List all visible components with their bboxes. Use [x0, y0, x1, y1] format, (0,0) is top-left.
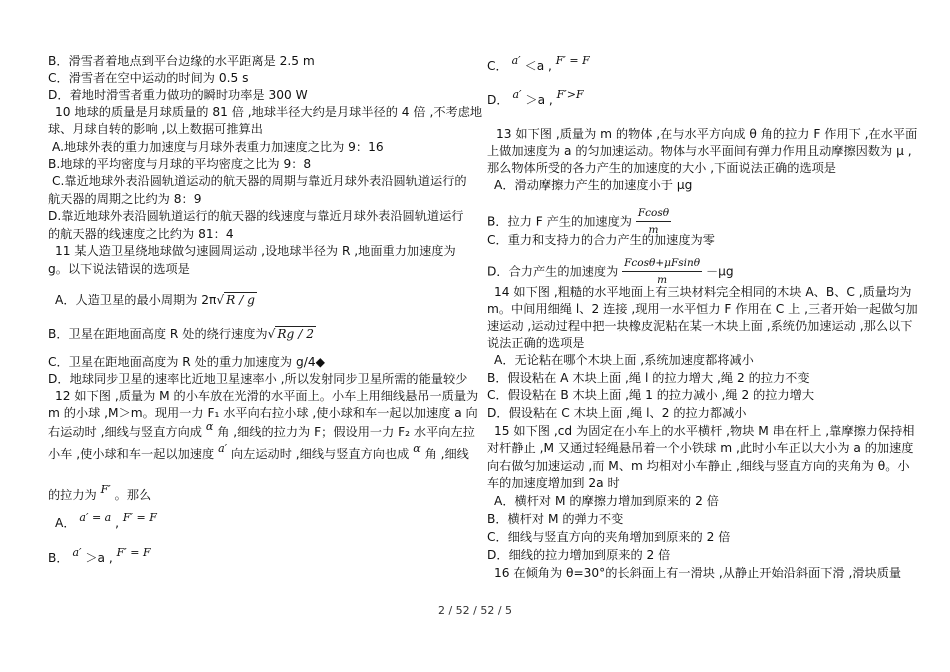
question-15-stem-cont: 对杆静止 ,M 又通过轻绳悬吊着一个小铁球 m ,此时小车正以大小为 a 的加速度	[487, 441, 914, 455]
q12-option-b	[48, 546, 151, 567]
denominator: m	[657, 274, 668, 286]
q15-option-b: B．横杆对 M 的弹力不变	[487, 512, 624, 526]
q14-option-d: D．假设粘在 C 木块上面 ,绳 l、2 的拉力都减小	[487, 406, 747, 420]
q12-option-d	[487, 88, 584, 109]
formula: F′ = F	[116, 546, 151, 559]
q13-option-c: C．重力和支持力的合力产生的加速度为零	[487, 233, 715, 247]
question-12-stem-line4	[48, 442, 469, 463]
q11-option-d: D．地球同步卫星的速率比近地卫星速率小 ,所以发射同步卫星所需的能量较少	[48, 372, 468, 386]
q10-option-d: D.靠近地球外表沿圆轨道运行的航天器的线速度与靠近月球外表沿圆轨道运行	[48, 209, 464, 223]
question-14-stem-cont: m。中间用细绳 l、2 连接 ,现用一水平恒力 F 作用在 C 上 ,三者开始一起做匀加	[487, 302, 918, 316]
q11-option-a-text: A．人造卫星的最小周期为 2π	[55, 293, 217, 307]
question-16-stem: 16 在倾角为 θ=30°的长斜面上有一滑块 ,从静止开始沿斜面下滑 ,滑块质量	[494, 566, 902, 580]
sqrt-rg-over-2: √ Rg / 2	[267, 327, 314, 341]
page-number-footer: 2 / 52 / 52 / 5	[437, 604, 513, 617]
numerator: Fcosθ	[636, 205, 671, 222]
question-15-stem: 15 如下图 ,cd 为固定在小车上的水平横杆 ,物块 M 串在杆上 ,靠摩擦力保持相	[494, 424, 915, 438]
question-13-stem-line3: 那么物体所受的各力产生的加速度的大小 ,下面说法正确的选项是	[487, 161, 836, 175]
separator: ,	[115, 516, 119, 530]
denominator: m	[648, 224, 659, 236]
option-label: B．	[48, 551, 69, 565]
sqrt-r-over-g-radicand: R / g	[226, 293, 255, 307]
option-label: D．	[487, 93, 509, 107]
question-14-stem: 14 如下图 ,粗糙的水平地面上有三块材料完全相同的木块 A、B、C ,质量均为	[494, 285, 912, 299]
option-c-line: C．滑雪者在空中运动的时间为 0.5 s	[48, 71, 249, 85]
option-text: ＞a ,	[85, 551, 113, 565]
q12-option-a	[55, 511, 157, 532]
alpha-symbol: α	[205, 420, 214, 433]
q11-option-b	[48, 326, 316, 342]
question-10-stem: 10 地球的质量是月球质量的 81 倍 ,地球半径大约是月球半径的 4 倍 ,不考虑地	[55, 105, 483, 119]
q15-option-c: C．细线与竖直方向的夹角增加到原来的 2 倍	[487, 530, 731, 544]
q10-option-c: C.靠近地球外表沿圆轨道运动的航天器的周期与靠近月球外表沿圆轨道运行的	[52, 174, 467, 188]
question-13-stem-cont: 上做加速度为 a 的匀加速运动。物体与水平面间有弹力作用且动摩擦因数为 μ ,	[487, 144, 912, 158]
formula: F′ = F	[122, 511, 157, 524]
q10-option-c-cont: 航天器的周期之比约为 8：9	[48, 192, 202, 206]
q12-text-b: 角 ,细线的拉力为 F；假设用一力 F₂ 水平向左拉	[217, 425, 475, 439]
option-text-tail: －μg	[705, 264, 734, 279]
formula: a′ = a	[79, 511, 112, 524]
question-15-stem-line3: 向右做匀加速运动 ,而 M、m 均相对小车静止 ,细线与竖直方向的夹角为 θ。小	[487, 459, 910, 473]
q14-option-c: C．假设粘在 B 木块上面 ,绳 1 的拉力减小 ,绳 2 的拉力增大	[487, 388, 815, 402]
q10-option-a: A.地球外表的重力加速度与月球外表重力加速度之比为 9：16	[52, 140, 384, 154]
q15-option-d: D．细线的拉力增加到原来的 2 倍	[487, 548, 671, 562]
formula: a′	[72, 546, 82, 559]
q12-text-e: 角 ,细线	[424, 447, 469, 461]
option-text: ＞a ,	[525, 93, 553, 107]
formula: a′	[512, 88, 522, 101]
option-label: C．	[487, 59, 508, 73]
question-11-stem: 11 某人造卫星绕地球做匀速圆周运动 ,设地球半径为 R ,地面重力加速度为	[55, 244, 456, 258]
question-12-stem-line3	[48, 420, 475, 441]
option-text: D．合力产生的加速度为	[487, 264, 619, 279]
question-14-stem-line3: 速运动 ,运动过程中把一块橡皮泥粘在某一木块上面 ,系统仍加速运动 ,那么以下	[487, 319, 913, 333]
q15-option-a: A．横杆对 M 的摩擦力增加到原来的 2 倍	[494, 494, 719, 508]
option-b-line: B．滑雪者着地点到平台边缘的水平距离是 2.5 m	[48, 54, 315, 68]
question-13-stem: 13 如下图 ,质量为 m 的物体 ,在与水平方向成 θ 角的拉力 F 作用下 ,在水平面	[496, 127, 918, 141]
option-text: B．拉力 F 产生的加速度为	[487, 214, 632, 229]
q12-text-a: 右运动时 ,细线与竖直方向成	[48, 425, 202, 439]
question-14-stem-line4: 说法正确的选项是	[487, 336, 585, 350]
question-15-stem-line4: 车的加速度增加到 2a 时	[487, 476, 620, 490]
q12-option-c	[487, 54, 590, 75]
q12-text-d: 向左运动时 ,细线与竖直方向也成	[231, 447, 410, 461]
q12-text-g: 。那么	[114, 488, 152, 502]
q11-option-a	[55, 292, 257, 308]
formula: a′	[511, 54, 521, 67]
q12-text-f: 的拉力为	[48, 488, 97, 502]
q12-text-c: 小车 ,使小球和车一起以加速度	[48, 447, 215, 461]
option-label: A．	[55, 516, 76, 530]
question-12-stem: 12 如下图 ,质量为 M 的小车放在光滑的水平面上。小车上用细线悬吊一质量为	[55, 389, 479, 403]
formula: F′>F	[556, 88, 584, 101]
f-prime-symbol: F′	[100, 483, 111, 496]
option-text: ＜a ,	[524, 59, 552, 73]
q14-option-b: B．假设粘在 A 木块上面 ,绳 l 的拉力增大 ,绳 2 的拉力不变	[487, 371, 810, 385]
sqrt-rg-over-2-radicand: Rg / 2	[277, 327, 314, 341]
q11-option-c: C．卫星在距地面高度为 R 处的重力加速度为 g/4◆	[48, 355, 325, 369]
option-d-line: D．着地时滑雪者重力做功的瞬时功率是 300 W	[48, 88, 308, 102]
q10-option-b: B.地球的平均密度与月球的平均密度之比为 9：8	[48, 157, 312, 171]
question-12-stem-line5	[48, 483, 152, 504]
q13-option-a: A．滑动摩擦力产生的加速度小于 μg	[494, 178, 693, 192]
q11-option-b-text: B．卫星在距地面高度 R 处的绕行速度为	[48, 327, 268, 341]
question-10-stem-cont: 球、月球自转的影响 ,以上数据可推算出	[48, 122, 263, 136]
sqrt-r-over-g: √ R / g	[216, 293, 255, 307]
q10-option-d-cont: 的航天器的线速度之比约为 81：4	[48, 227, 234, 241]
q14-option-a: A．无论粘在哪个木块上面 ,系统加速度都将减小	[494, 353, 754, 367]
alpha-symbol: α	[413, 442, 421, 455]
numerator: Fcosθ+μFsinθ	[622, 255, 702, 272]
formula: F′ = F	[555, 54, 590, 67]
a-prime-symbol: a′	[218, 442, 228, 455]
question-12-stem-cont: m 的小球 ,M＞m。现用一力 F₁ 水平向右拉小球 ,使小球和车一起以加速度 a 向	[48, 406, 478, 420]
question-11-stem-cont: g。以下说法错误的选项是	[48, 262, 190, 276]
